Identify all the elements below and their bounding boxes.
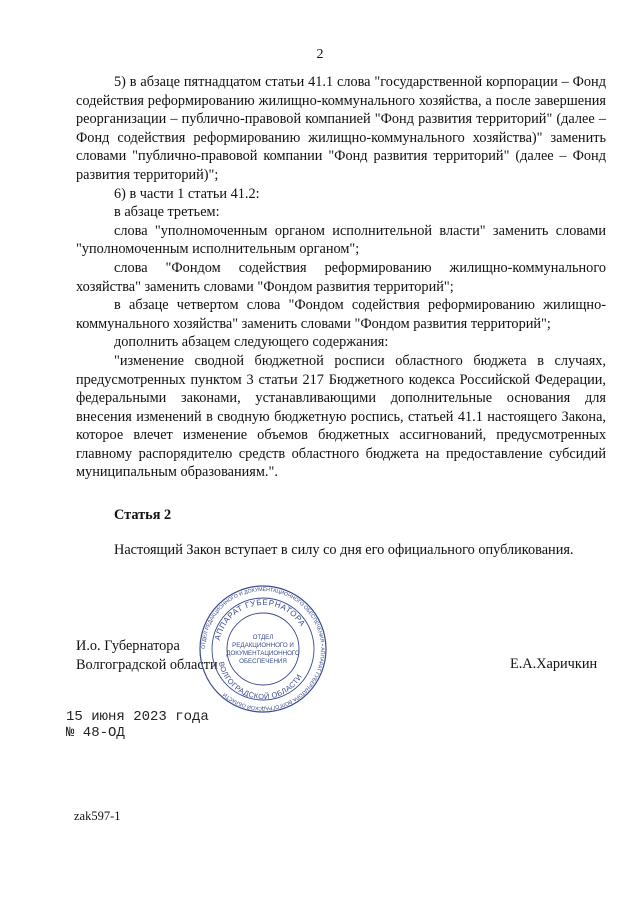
document-date: 15 июня 2023 года [66,709,209,725]
signature-title [76,637,218,674]
article-heading: Статья 2 [114,507,172,524]
paragraph-item-5: 5) в абзаце пятнадцатом статьи 41.1 слова "государственной корпорации – Фонд содействия реформированию жилищно-коммунального хозяйства, а после завершения реорганизации – публично-правовой компанией "Фонд развития территорий" (далее – Фонд содействия реформированию жилищно-коммунального хозяйства)" заменить словами "публично-правовой компании "Фонд развития территорий" (далее – Фонд развития территорий)"; [76,74,606,183]
paragraph-replace-1: слова "уполномоченным органом исполнительной власти" заменить словами "уполномоченным исполнительным органом"; [76,222,606,258]
paragraph-quote: "изменение сводной бюджетной росписи областного бюджета в случаях, предусмотренных пунктом 3 статьи 217 Бюджетного кодекса Российской Федерации, федеральными законами, устанавливающими дополнительные основания для внесения изменений в сводную бюджетную роспись, статьей 41.1 настоящего Закона, которое влечет изменение объемов бюджетных ассигнований, предусмотренных главному распорядителю средств областного бюджета на предоставление субсидий муниципальным образованиям.". [76,352,606,481]
paragraph-abzac-3: в абзаце третьем: [114,204,220,221]
article-text: Настоящий Закон вступает в силу со дня его официального опубликования. [114,541,574,558]
stamp-center-line-1: ОТДЕЛ [252,634,274,641]
paragraph-replace-2: слова "Фондом содействия реформированию жилищно-коммунального хозяйства" заменить словами "Фондом развития территорий"; [76,259,606,295]
document-date-number [66,709,209,741]
stamp-outer-text: ОТДЕЛ РЕДАКЦИОННОГО И ДОКУМЕНТАЦИОННОГО ОБЕСПЕЧЕНИЯ • АППАРАТ ГУБЕРНАТОРА ВОЛГОГРАДСКОЙ ОБЛАСТИ [200,586,326,712]
stamp-center-line-3: ДОКУМЕНТАЦИОННОГО [226,650,300,657]
stamp-ring-text: АППАРАТ ГУБЕРНАТОРА [212,597,308,642]
signature-title-line2: Волгоградской области [76,656,218,673]
paragraph-item-6: 6) в части 1 статьи 41.2: [114,185,260,202]
document-number: № 48-ОД [66,725,125,741]
paragraph-abzac-4: в абзаце четвертом слова "Фондом содействия реформированию жилищно-коммунального хозяйства" заменить словами "Фондом развития территорий"; [76,297,606,332]
document-body [76,73,606,559]
stamp-bottom-text: ВОЛГОГРАДСКОЙ ОБЛАСТИ [216,660,304,702]
page-number: 2 [316,47,324,62]
paragraph-add: дополнить абзацем следующего содержания: [114,334,389,351]
document-code: zak597-1 [74,809,121,823]
official-stamp [198,584,328,714]
signatory-name: Е.А.Харичкин [510,656,598,672]
stamp-center-line-4: ОБЕСПЕЧЕНИЯ [239,658,287,665]
signature-title-line1: И.о. Губернатора [76,638,180,654]
stamp-center-line-2: РЕДАКЦИОННОГО И [232,642,294,649]
